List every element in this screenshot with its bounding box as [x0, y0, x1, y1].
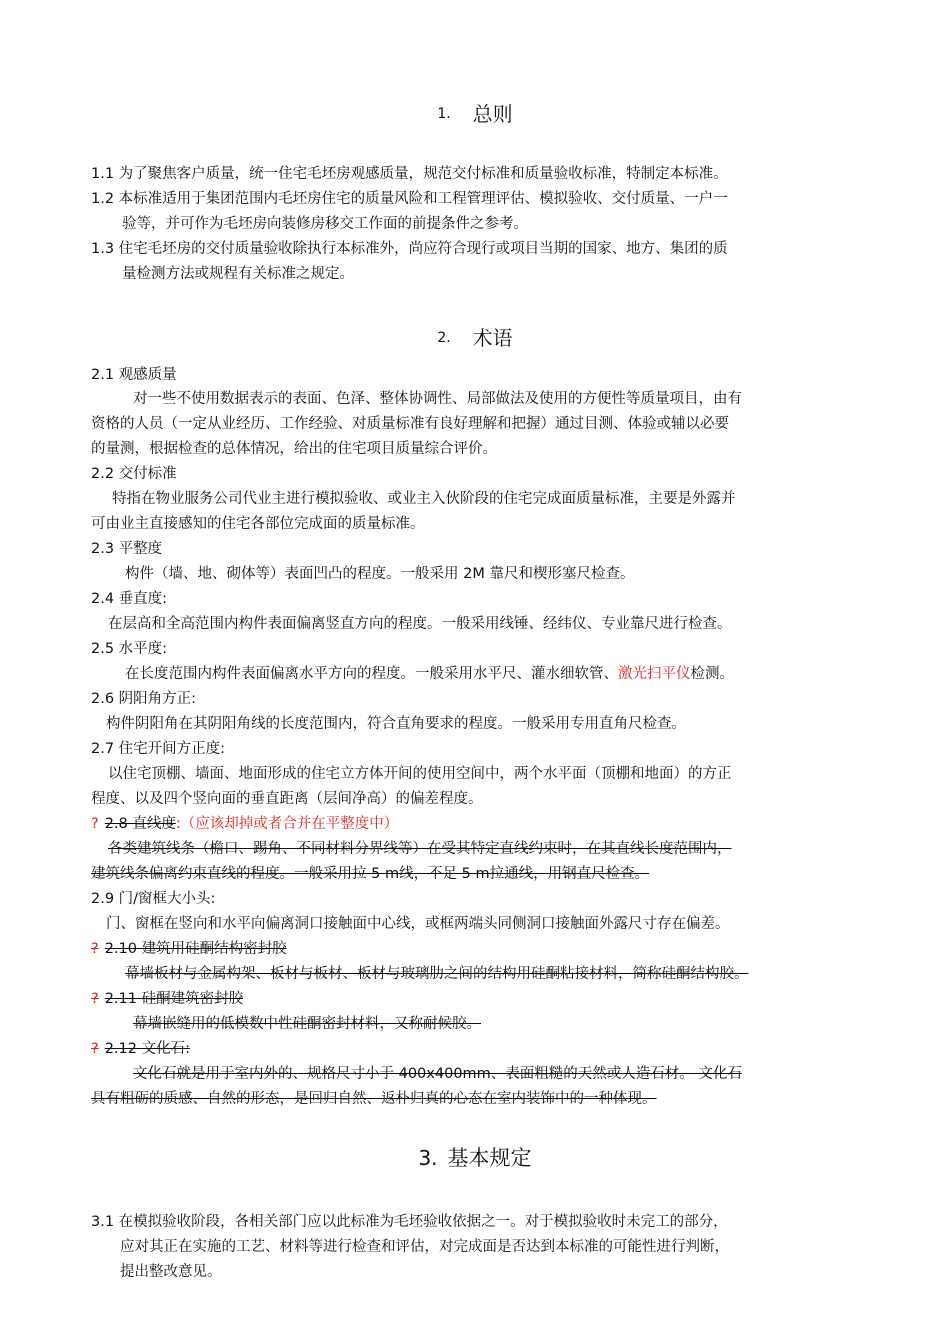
- paragraph-line: 以住宅顶棚、墙面、地面形成的住宅立方体开间的使用空间中，两个水平面（顶棚和地面）的方正: [108, 766, 732, 782]
- deleted-term-heading: [91, 814, 398, 834]
- paragraph-line: 应对其正在实施的工艺、材料等进行检查和评估，对完成面是否达到本标准的可能性进行判断，: [120, 1239, 729, 1255]
- text-segment: 检测。: [690, 666, 734, 682]
- paragraph-line: 特指在物业服务公司代业主进行模拟验收、或业主入伙阶段的住宅完成面质量标准，主要是外露并: [112, 491, 736, 507]
- paragraph-line: [125, 664, 734, 684]
- comment-marker: ?: [91, 1041, 99, 1057]
- paragraph-line: 验等，并可作为毛坯房向装修房移交工作面的前提条件之参考。: [122, 216, 528, 232]
- section-title: 总则: [472, 102, 513, 126]
- paragraph-line: 1.2 本标准适用于集团范围内毛坯房住宅的质量风险和工程管理评估、模拟验收、交付质量、一户一: [91, 191, 728, 207]
- deleted-paragraph-line: 各类建筑线条（檐口、踢角、不同材料分界线等）在受其特定直线约束时，在其直线长度范围内，: [108, 841, 732, 857]
- paragraph-line: 可由业主直接感知的住宅各部位完成面的质量标准。: [91, 516, 425, 532]
- paragraph-line: 在层高和全高范围内构件表面偏离竖直方向的程度。一般采用线锤、经纬仪、专业靠尺进行检查。: [108, 616, 732, 632]
- struck-text: 2.10 建筑用硅酮结构密封胶: [104, 941, 287, 957]
- deleted-paragraph-line: 建筑线条偏离约束直线的程度。一般采用拉 5 m线，不足 5 m拉通线，用钢直尺检查。: [91, 866, 650, 882]
- term-heading: 2.6 阴阳角方正:: [91, 691, 197, 707]
- paragraph-line: 构件（墙、地、砌体等）表面凹凸的程度。一般采用 2M 靠尺和楔形塞尺检查。: [125, 566, 635, 582]
- paragraph-line: 门、窗框在竖向和水平向偏离洞口接触面中心线，或框两端头同侧洞口接触面外露尺寸存在偏差。: [106, 916, 730, 932]
- paragraph-line: 量检测方法或规程有关标准之规定。: [122, 266, 354, 282]
- struck-text: 2.12 文化石:: [104, 1041, 190, 1057]
- paragraph-line: 对一些不使用数据表示的表面、色泽、整体协调性、局部做法及使用的方便性等质量项目，由有: [133, 391, 742, 407]
- colon: :: [175, 816, 181, 832]
- revision-note: （应该却掉或者合并在平整度中）: [180, 816, 399, 832]
- struck-text: 2.8 直线度: [104, 816, 176, 832]
- section-number: 2.: [437, 330, 451, 346]
- deleted-paragraph-line: 文化石就是用于室内外的、规格尺寸小于 400x400mm、表面粗糙的天然或人造石材。 文化石: [133, 1066, 742, 1082]
- section-title: 术语: [472, 326, 513, 350]
- paragraph-line: 资格的人员（一定从业经历、工作经验、对质量标准有良好理解和把握）通过目测、体验或辅以必要: [91, 416, 729, 432]
- section-number: 3.: [418, 1146, 438, 1170]
- term-heading: 2.3 平整度: [91, 541, 163, 557]
- highlighted-text: 激光扫平仪: [618, 666, 691, 682]
- deleted-paragraph-line: 幕墙板材与金属构架、板材与板材、板材与玻璃肋之间的结构用硅酮粘接材料，简称硅酮结构胶。: [125, 966, 749, 982]
- struck-text: 2.11 硅酮建筑密封胶: [104, 991, 244, 1007]
- paragraph-line: 的量测，根据检查的总体情况，给出的住宅项目质量综合评价。: [91, 441, 497, 457]
- deleted-paragraph-line: 具有粗砺的质感、自然的形态，是回归自然、返朴归真的心态在室内装饰中的一种体现。: [91, 1091, 657, 1107]
- paragraph-line: 1.3 住宅毛坯房的交付质量验收除执行本标准外，尚应符合现行或项目当期的国家、地方、集团的质: [91, 241, 728, 257]
- term-heading: 2.4 垂直度:: [91, 591, 168, 607]
- comment-marker: ?: [91, 941, 99, 957]
- comment-marker: ?: [91, 816, 99, 832]
- paragraph-line: 程度、以及四个竖向面的垂直距离（层间净高）的偏差程度。: [91, 791, 483, 807]
- comment-marker: ?: [91, 991, 99, 1007]
- deleted-paragraph-line: 幕墙嵌缝用的低模数中性硅酮密封材料，又称耐候胶。: [133, 1016, 481, 1032]
- term-heading: 2.2 交付标准: [91, 466, 177, 482]
- deleted-term-heading: [91, 939, 287, 959]
- term-heading: 2.9 门/窗框大小头:: [91, 891, 216, 907]
- section-3-heading: [0, 1145, 950, 1171]
- deleted-term-heading: [91, 989, 243, 1009]
- section-number: 1.: [437, 106, 451, 122]
- paragraph-line: 3.1 在模拟验收阶段，各相关部门应以此标准为毛坯验收依据之一。对于模拟验收时未完工的部分，: [91, 1214, 728, 1230]
- paragraph-line: 构件阴阳角在其阴阳角线的长度范围内，符合直角要求的程度。一般采用专用直角尺检查。: [106, 716, 686, 732]
- section-1-heading: [0, 101, 950, 127]
- term-heading: 2.7 住宅开间方正度:: [91, 741, 226, 757]
- deleted-term-heading: [91, 1039, 190, 1059]
- paragraph-line: 1.1 为了聚焦客户质量，统一住宅毛坯房观感质量，规范交付标准和质量验收标准，特制定本标准。: [91, 166, 728, 182]
- term-heading: 2.1 观感质量: [91, 367, 177, 383]
- paragraph-line: 提出整改意见。: [120, 1264, 222, 1280]
- section-2-heading: [0, 325, 950, 351]
- section-title: 基本规定: [447, 1146, 532, 1170]
- term-heading: 2.5 水平度:: [91, 641, 168, 657]
- text-segment: 在长度范围内构件表面偏离水平方向的程度。一般采用水平尺、灌水细软管、: [125, 666, 618, 682]
